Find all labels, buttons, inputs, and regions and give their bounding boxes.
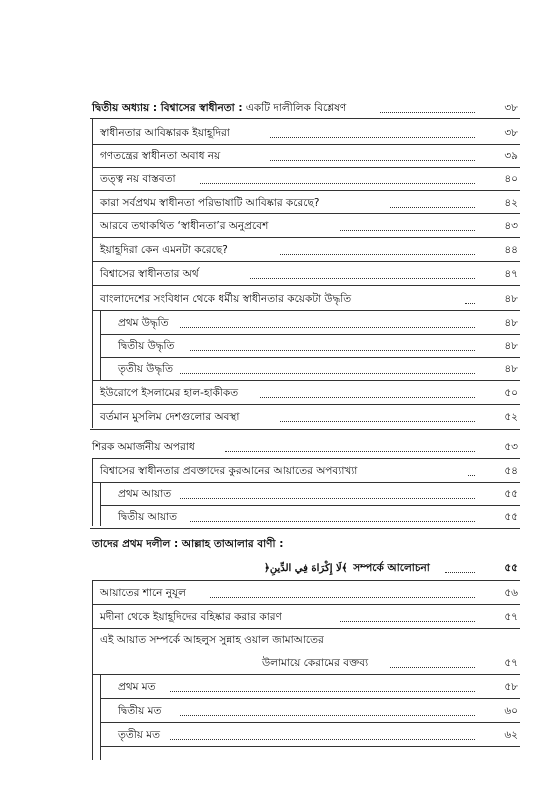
divider xyxy=(92,674,520,675)
leader-dots xyxy=(280,421,475,422)
page-number: ৫৫ xyxy=(504,511,518,523)
indent-line xyxy=(100,482,101,526)
leader-dots xyxy=(340,230,475,231)
indent-line xyxy=(100,310,101,380)
leader-dots xyxy=(270,160,475,161)
page-number: ৩৯ xyxy=(504,150,518,162)
leader-dots xyxy=(390,207,475,208)
leader-dots xyxy=(210,597,475,598)
divider xyxy=(92,628,520,629)
leader-dots xyxy=(465,303,475,304)
section-heading-rest: একটি দালীলিক বিশ্লেষণ xyxy=(242,102,347,114)
section-heading-bold: দ্বিতীয় অধ্যায় : বিশ্বাসের স্বাধীনতা : xyxy=(92,102,243,114)
toc-entry: বিশ্বাসের স্বাধীনতার অর্থ xyxy=(100,267,202,281)
toc-entry: ইয়াহূদিরা কেন এমনটা করেছে? xyxy=(100,243,231,257)
toc-entry: এই আয়াত সম্পর্কে আহলুস সুন্নাহ ওয়াল জামাআতের xyxy=(100,633,327,647)
divider xyxy=(92,458,520,459)
divider xyxy=(90,528,520,529)
toc-section-heading-line2: ﴿لَا إِكْرَاهَ فِي الدِّينِ﴾ সম্পর্কে আলোচনা xyxy=(262,561,433,576)
toc-section-heading: তাদের প্রথম দলীল : আল্লাহ তাআলার বাণী : xyxy=(92,537,286,551)
leader-dots xyxy=(190,521,475,522)
page-number: ৫৩ xyxy=(504,441,518,453)
leader-dots xyxy=(468,475,475,476)
leader-dots xyxy=(250,278,475,279)
page-number: ৪৪ xyxy=(504,244,518,256)
divider xyxy=(92,285,520,286)
toc-entry: আয়াতের শানে নুযূল xyxy=(100,586,189,600)
divider xyxy=(92,144,520,145)
divider xyxy=(100,722,520,723)
indent-line xyxy=(100,674,101,760)
toc-subentry: তৃতীয় মত xyxy=(118,728,163,742)
page-number: ৫৭ xyxy=(504,611,518,623)
page-number: ৪৮ xyxy=(504,317,518,329)
divider xyxy=(92,404,520,405)
indent-line xyxy=(92,458,93,526)
divider xyxy=(90,118,520,119)
leader-dots xyxy=(200,183,475,184)
divider xyxy=(92,580,520,581)
page-number: ৩৮ xyxy=(504,127,518,139)
divider xyxy=(92,482,520,483)
page-number: ৩৮ xyxy=(504,102,518,114)
toc-entry: স্বাধীনতার আবিষ্কারক ইয়াহূদিরা xyxy=(100,126,233,140)
page-number: ৫৪ xyxy=(504,465,518,477)
divider xyxy=(92,213,520,214)
divider xyxy=(100,698,520,699)
page-number: ৪২ xyxy=(504,197,518,209)
page-number: ৬২ xyxy=(504,729,518,741)
toc-subentry: প্রথম আয়াত xyxy=(118,487,174,501)
page-number: ৫৫ xyxy=(504,562,518,574)
toc-entry: মদীনা থেকে ইয়াহূদিদের বহিষ্কার করার কারণ xyxy=(100,610,285,624)
page-number: ৫৬ xyxy=(504,587,518,599)
indent-line xyxy=(92,580,93,760)
divider xyxy=(90,429,520,430)
leader-dots xyxy=(270,137,475,138)
toc-subentry: প্রথম মত xyxy=(118,680,159,694)
toc-subentry: দ্বিতীয় আয়াত xyxy=(118,510,180,524)
toc-subentry: তৃতীয় উদ্ধৃতি xyxy=(118,362,176,376)
page-number: ৪৮ xyxy=(504,363,518,375)
page-number: ৫২ xyxy=(504,411,518,423)
indent-line xyxy=(92,118,93,428)
toc-entry: বর্তমান মুসলিম দেশগুলোর অবস্থা xyxy=(100,410,242,424)
leader-dots xyxy=(180,715,475,716)
toc-subentry: দ্বিতীয় মত xyxy=(118,704,164,718)
page-number: ৫৭ xyxy=(504,657,518,669)
toc-entry: আরবে তথাকথিত ‘স্বাধীনতা’র অনুপ্রবেশ xyxy=(100,219,271,233)
leader-dots xyxy=(170,739,475,740)
divider xyxy=(92,380,520,381)
leader-dots xyxy=(445,572,475,573)
toc-entry: বিশ্বাসের স্বাধীনতার প্রবক্তাদের কুরআনের আয়াতের অপব্যাখ্যা xyxy=(100,464,360,478)
page-number: ৫৫ xyxy=(504,488,518,500)
leader-dots xyxy=(260,397,475,398)
toc-entry: তত্ত্ব নয় বাস্তবতা xyxy=(100,172,179,186)
toc-entry: গণতন্ত্রের স্বাধীনতা অবাধ নয় xyxy=(100,149,223,163)
leader-dots xyxy=(180,373,475,374)
divider xyxy=(92,237,520,238)
toc-entry-line2: উলামায়ে কেরামের বক্তব্য xyxy=(262,656,371,670)
toc-subentry: দ্বিতীয় উদ্ধৃতি xyxy=(118,339,177,353)
leader-dots xyxy=(340,621,475,622)
leader-dots xyxy=(180,327,475,328)
leader-dots xyxy=(390,667,475,668)
page-number: ৪০ xyxy=(504,173,518,185)
divider xyxy=(92,604,520,605)
page-number: ৫৮ xyxy=(504,681,518,693)
leader-dots xyxy=(190,350,475,351)
divider xyxy=(100,334,520,335)
toc-entry: কারা সর্বপ্রথম স্বাধীনতা পরিভাষাটি আবিষ্কার করেছে? xyxy=(100,196,322,210)
leader-dots xyxy=(180,498,475,499)
divider xyxy=(92,261,520,262)
page-number: ৪৮ xyxy=(504,293,518,305)
page-number: ৪৭ xyxy=(504,268,518,280)
leader-dots xyxy=(380,112,475,113)
divider xyxy=(92,167,520,168)
divider xyxy=(92,190,520,191)
arabic-verse: ﴿لَا إِكْرَاهَ فِي الدِّينِ﴾ xyxy=(264,563,348,574)
divider xyxy=(100,746,520,747)
toc-entry: বাংলাদেশের সংবিধান থেকে ধর্মীয় স্বাধীনতার কয়েকটা উদ্ধৃতি xyxy=(100,292,354,306)
page-number: ৪৮ xyxy=(504,340,518,352)
page-number: ৫০ xyxy=(504,387,518,399)
divider xyxy=(92,310,520,311)
toc-subentry: প্রথম উদ্ধৃতি xyxy=(118,316,172,330)
divider xyxy=(100,505,520,506)
leader-dots xyxy=(170,691,475,692)
leader-dots xyxy=(225,451,475,452)
toc-entry: ইউরোপে ইসলামের হাল-হাকীকত xyxy=(100,386,241,400)
toc-section-heading: শিরক অমার্জনীয় অপরাধ xyxy=(92,440,198,454)
page-number: ৬০ xyxy=(504,705,518,717)
divider xyxy=(100,357,520,358)
page-number: ৪৩ xyxy=(504,220,518,232)
leader-dots xyxy=(280,254,475,255)
